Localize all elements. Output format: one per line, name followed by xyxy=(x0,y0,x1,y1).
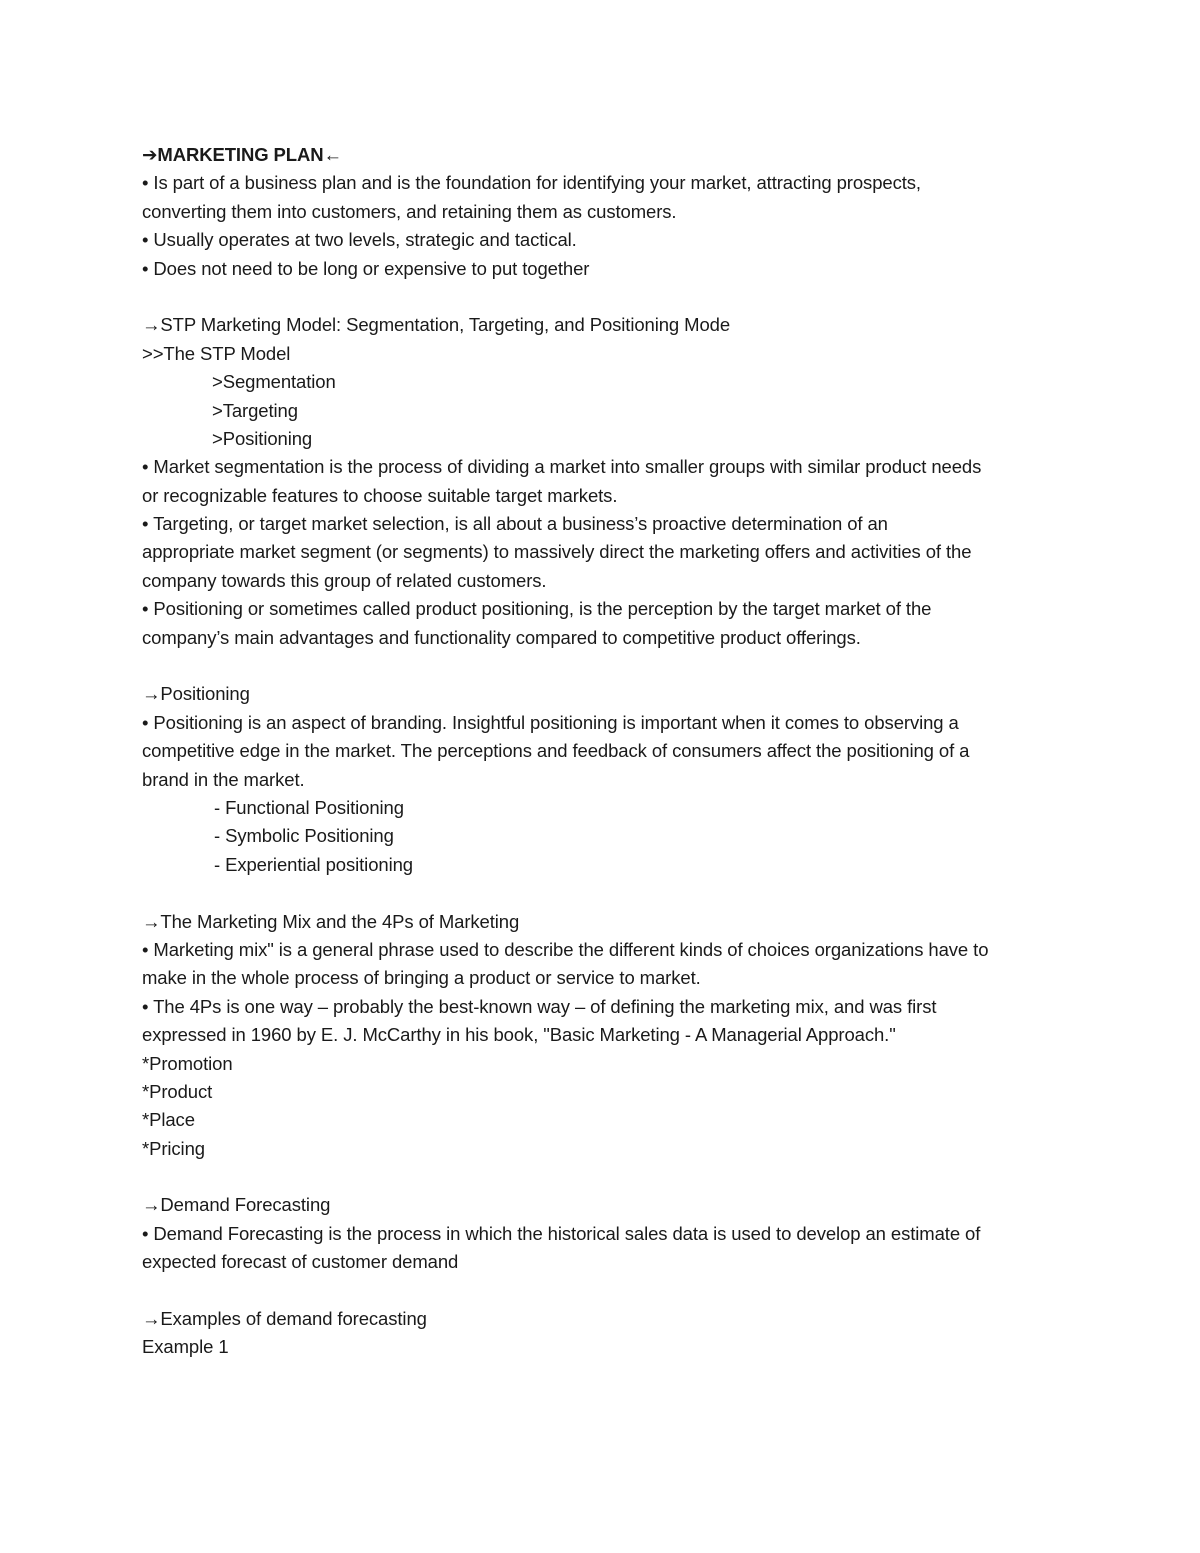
marketing-plan-heading: ➔MARKETING PLAN← xyxy=(142,144,342,165)
intro-line-3: • Usually operates at two levels, strategic and tactical. xyxy=(142,229,577,251)
spacer xyxy=(142,1163,1072,1191)
demand-forecasting-line-1: • Demand Forecasting is the process in which the historical sales data is used to develop an estimate of xyxy=(142,1222,981,1244)
four-p-place: *Place xyxy=(142,1109,195,1131)
demand-forecasting-heading: →Demand Forecasting xyxy=(142,1194,331,1216)
marketing-mix-line-3: • The 4Ps is one way – probably the best-known way – of defining the marketing mix, and was first xyxy=(142,995,937,1017)
positioning-type-experiential: - Experiential positioning xyxy=(214,853,413,875)
four-p-product: *Product xyxy=(142,1080,213,1102)
spacer xyxy=(142,283,1072,311)
positioning-line-1: • Positioning is an aspect of branding. Insightful positioning is important when it comes to observing a xyxy=(142,711,959,733)
document-body xyxy=(142,141,1072,1362)
marketing-mix-line-1: • Marketing mix" is a general phrase used to describe the different kinds of choices organizations have to xyxy=(142,938,989,960)
four-p-pricing: *Pricing xyxy=(142,1137,205,1159)
marketing-mix-line-2: make in the whole process of bringing a product or service to market. xyxy=(142,967,701,989)
stp-line-6: • Positioning or sometimes called product positioning, is the perception by the target market of the xyxy=(142,598,932,620)
spacer xyxy=(142,1277,1072,1305)
intro-line-1: • Is part of a business plan and is the foundation for identifying your market, attracting prospects, xyxy=(142,172,921,194)
stp-model-title: >>The STP Model xyxy=(142,342,291,364)
stp-model-item-targeting: >Targeting xyxy=(212,399,298,421)
stp-model-item-segmentation: >Segmentation xyxy=(212,371,336,393)
example-1-label: Example 1 xyxy=(142,1336,229,1358)
stp-line-2: or recognizable features to choose suitable target markets. xyxy=(142,484,618,506)
examples-heading: →Examples of demand forecasting xyxy=(142,1308,427,1330)
positioning-heading: →Positioning xyxy=(142,683,250,705)
positioning-type-functional: - Functional Positioning xyxy=(214,796,404,818)
stp-line-1: • Market segmentation is the process of dividing a market into smaller groups with similar product needs xyxy=(142,456,982,478)
stp-model-item-positioning: >Positioning xyxy=(212,427,313,449)
positioning-type-symbolic: - Symbolic Positioning xyxy=(214,825,394,847)
spacer xyxy=(142,879,1072,907)
stp-line-4: appropriate market segment (or segments) to massively direct the marketing offers and activities of the xyxy=(142,541,972,563)
spacer xyxy=(142,652,1072,680)
stp-line-7: company’s main advantages and functionality compared to competitive product offerings. xyxy=(142,626,861,648)
positioning-line-2: competitive edge in the market. The perceptions and feedback of consumers affect the positioning of a xyxy=(142,740,970,762)
stp-line-5: company towards this group of related customers. xyxy=(142,569,547,591)
marketing-mix-line-4: expressed in 1960 by E. J. McCarthy in his book, "Basic Marketing - A Managerial Approach." xyxy=(142,1024,896,1046)
stp-line-3: • Targeting, or target market selection, is all about a business’s proactive determination of an xyxy=(142,513,888,535)
intro-line-4: • Does not need to be long or expensive to put together xyxy=(142,257,590,279)
intro-line-2: converting them into customers, and retaining them as customers. xyxy=(142,200,677,222)
positioning-line-3: brand in the market. xyxy=(142,768,305,790)
four-p-promotion: *Promotion xyxy=(142,1052,233,1074)
demand-forecasting-line-2: expected forecast of customer demand xyxy=(142,1251,459,1273)
stp-heading: →STP Marketing Model: Segmentation, Targeting, and Positioning Mode xyxy=(142,314,731,336)
marketing-mix-heading: →The Marketing Mix and the 4Ps of Marketing xyxy=(142,910,520,932)
